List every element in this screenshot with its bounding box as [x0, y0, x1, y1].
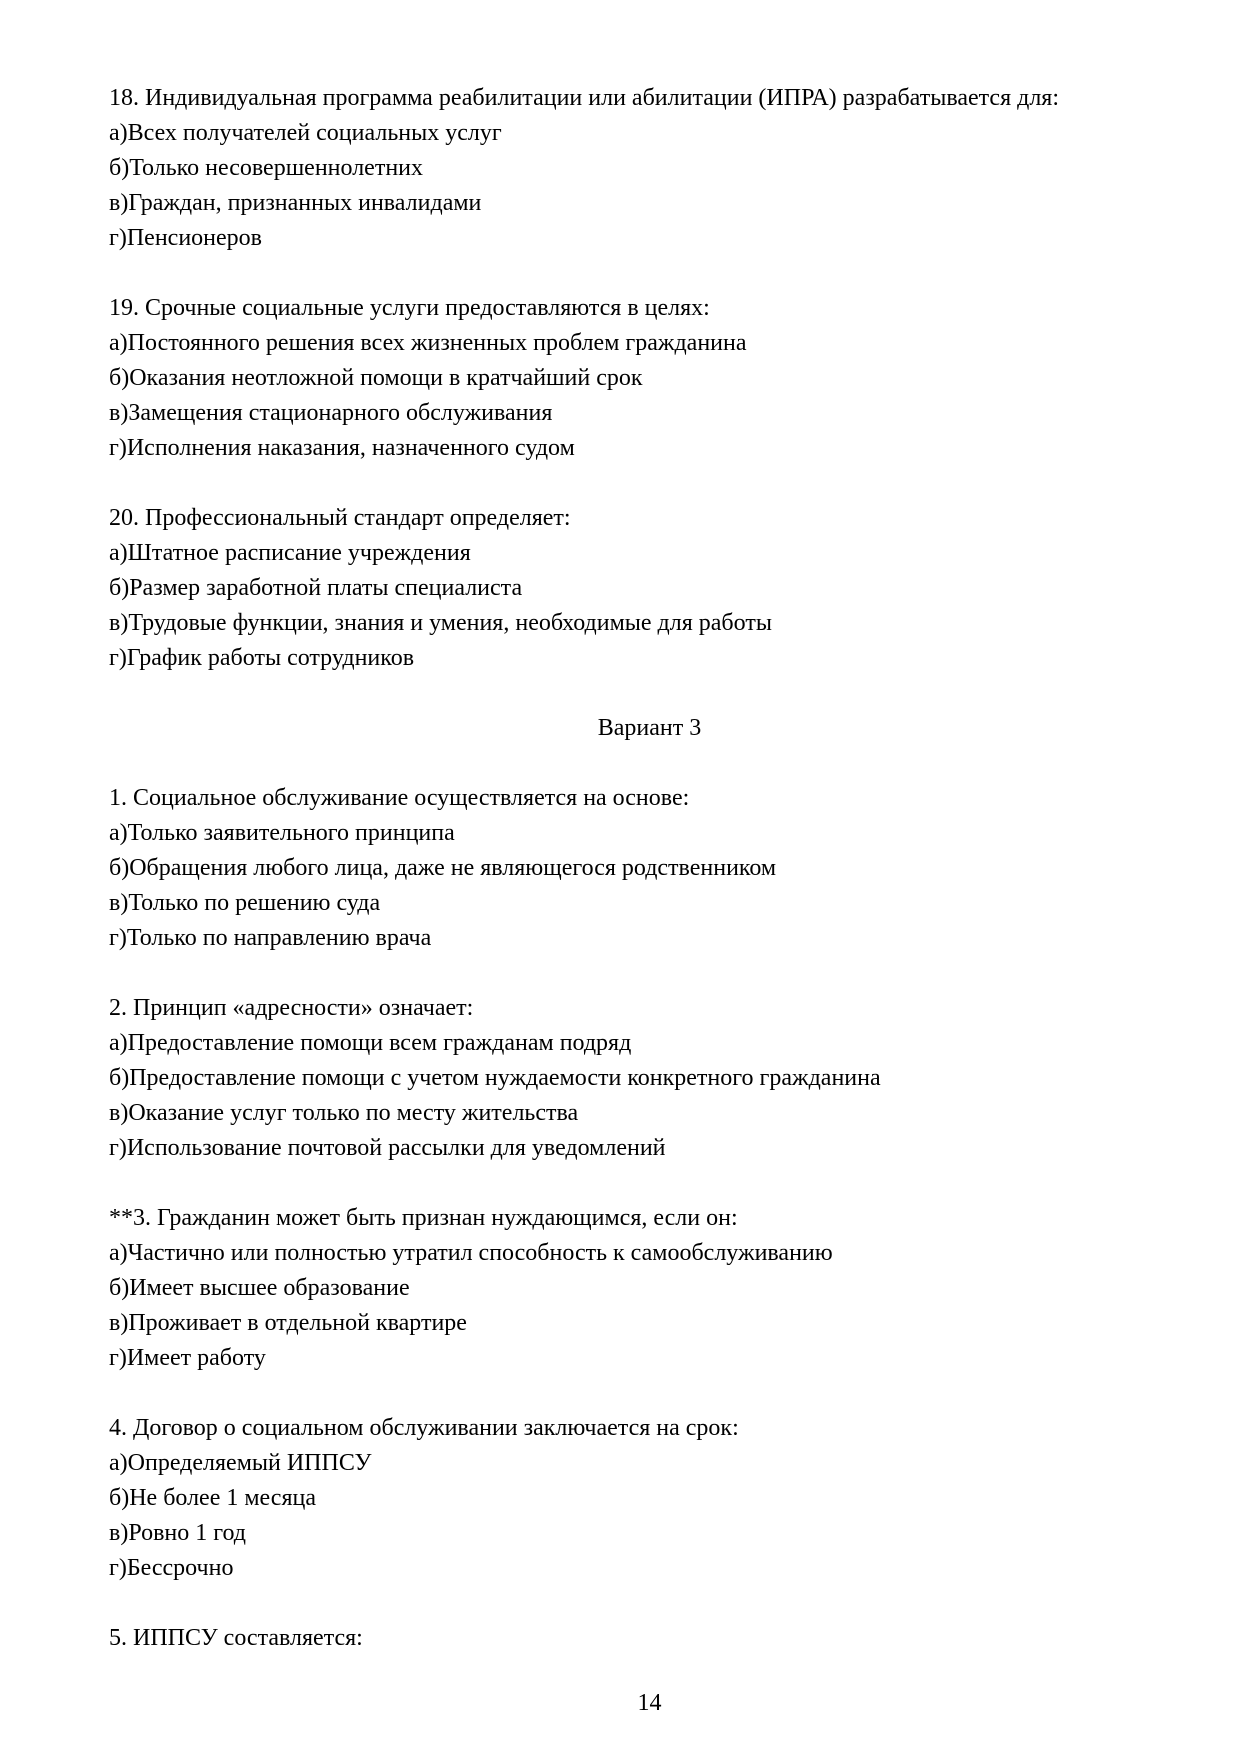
option-line: в)Только по решению суда — [109, 890, 381, 916]
question-block — [109, 1201, 1190, 1376]
option-line: г)Исполнения наказания, назначенного судом — [109, 435, 575, 461]
option-line: б)Размер заработной платы специалиста — [109, 575, 523, 601]
option-line: б)Имеет высшее образование — [109, 1275, 410, 1301]
question-block — [109, 1411, 1190, 1586]
question-block — [109, 781, 1190, 956]
option-line: а)Частично или полностью утратил способность к самообслуживанию — [109, 1240, 833, 1266]
question-text: 5. ИППСУ составляется: — [109, 1625, 363, 1651]
option-line: г)Бессрочно — [109, 1555, 234, 1581]
option-line: а)Определяемый ИППСУ — [109, 1450, 372, 1476]
option-line: в)Граждан, признанных инвалидами — [109, 190, 482, 216]
question-text: 4. Договор о социальном обслуживании заключается на срок: — [109, 1415, 739, 1441]
option-line: г)Пенсионеров — [109, 225, 262, 251]
question-block — [109, 501, 1190, 676]
question-text: 2. Принцип «адресности» означает: — [109, 995, 474, 1021]
option-line: г)График работы сотрудников — [109, 645, 415, 671]
question-block — [109, 1621, 1190, 1656]
option-line: в)Проживает в отдельной квартире — [109, 1310, 467, 1336]
question-text: **3. Гражданин может быть признан нуждающимся, если он: — [109, 1205, 738, 1231]
question-block — [109, 81, 1190, 256]
option-line: в)Ровно 1 год — [109, 1520, 247, 1546]
question-text: 18. Индивидуальная программа реабилитации или абилитации (ИПРА) разрабатывается для: — [109, 85, 1060, 111]
option-line: б)Предоставление помощи с учетом нуждаемости конкретного гражданина — [109, 1065, 881, 1091]
option-line: а)Всех получателей социальных услуг — [109, 120, 502, 146]
option-line: а)Только заявительного принципа — [109, 820, 455, 846]
question-block — [109, 991, 1190, 1166]
variant-heading: Вариант 3 — [597, 715, 702, 741]
option-line: г)Использование почтовой рассылки для уведомлений — [109, 1135, 666, 1161]
variant-heading-block — [109, 711, 1190, 746]
question-text: 1. Социальное обслуживание осуществляется на основе: — [109, 785, 690, 811]
option-line: в)Трудовые функции, знания и умения, необходимые для работы — [109, 610, 772, 636]
option-line: а)Постоянного решения всех жизненных проблем гражданина — [109, 330, 747, 356]
document-content — [109, 81, 1190, 1721]
option-line: г)Имеет работу — [109, 1345, 266, 1371]
option-line: в)Замещения стационарного обслуживания — [109, 400, 553, 426]
question-text: 19. Срочные социальные услуги предоставляются в целях: — [109, 295, 710, 321]
option-line: в)Оказание услуг только по месту жительства — [109, 1100, 579, 1126]
option-line: г)Только по направлению врача — [109, 925, 432, 951]
option-line: б)Обращения любого лица, даже не являющегося родственником — [109, 855, 777, 881]
option-line: б)Только несовершеннолетних — [109, 155, 424, 181]
option-line: б)Не более 1 месяца — [109, 1485, 316, 1511]
question-block — [109, 291, 1190, 466]
page-number: 14 — [637, 1690, 662, 1716]
option-line: а)Предоставление помощи всем гражданам подряд — [109, 1030, 632, 1056]
question-text: 20. Профессиональный стандарт определяет: — [109, 505, 571, 531]
option-line: а)Штатное расписание учреждения — [109, 540, 471, 566]
option-line: б)Оказания неотложной помощи в кратчайший срок — [109, 365, 643, 391]
